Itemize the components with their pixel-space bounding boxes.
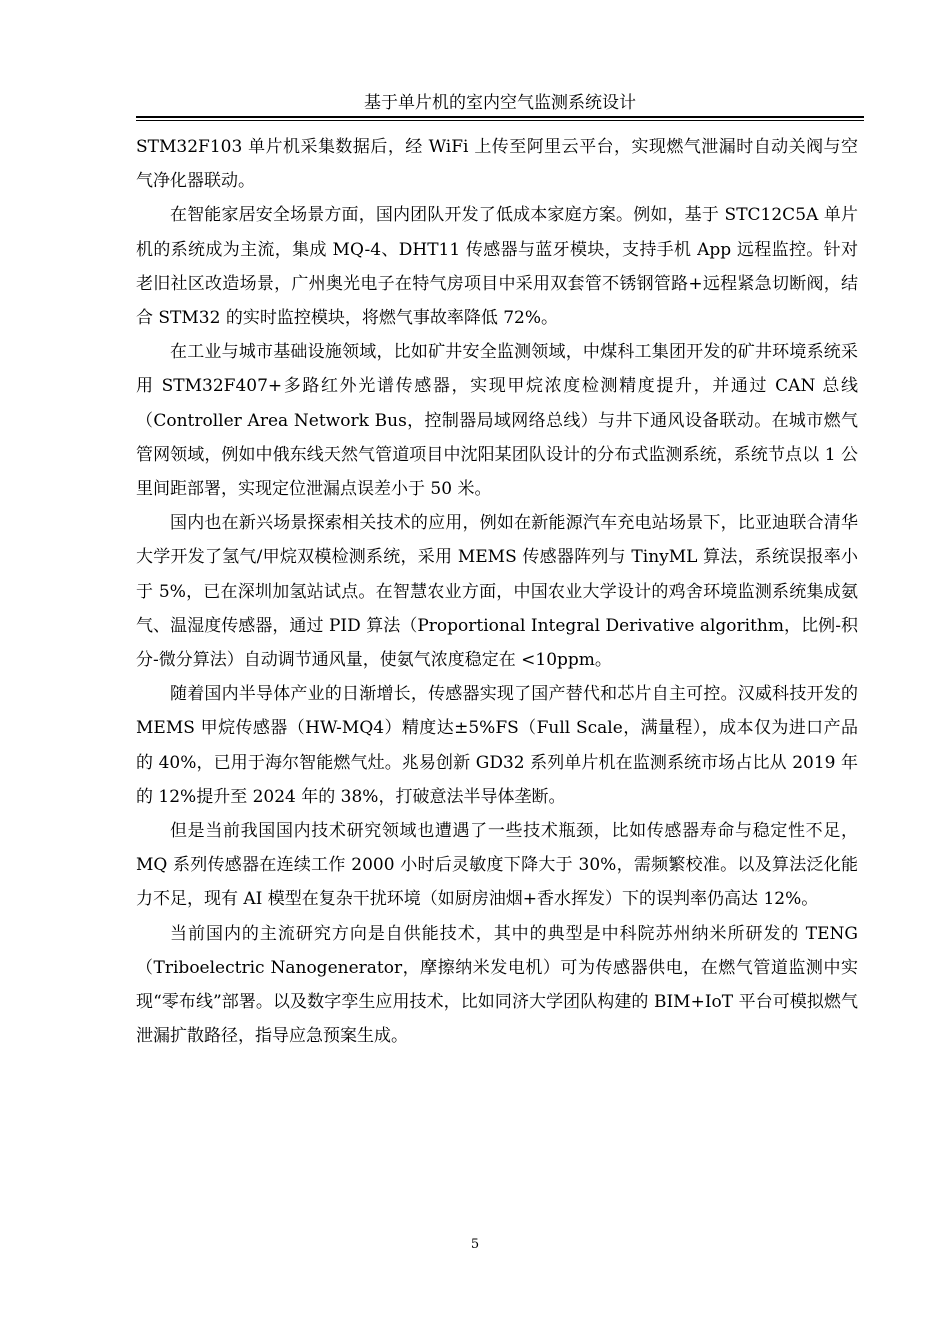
page-number: 5 [470, 1237, 480, 1252]
header-rule-thick [136, 116, 864, 118]
paragraph-bottlenecks: 但是当前我国国内技术研究领域也遭遇了一些技术瓶颈，比如传感器寿命与稳定性不足，MQ 系列传感器在连续工作 2000 小时后灵敏度下降大于 30%，需频繁校准。以及算法泛化能力不足，现有 AI 模型在复杂干扰环境（如厨房油烟+香水挥发）下的误判率仍高达 12%。 [136, 821, 858, 910]
paragraph-continuation: STM32F103 单片机采集数据后，经 WiFi 上传至阿里云平台，实现燃气泄漏时自动关阀与空气净化器联动。 [136, 137, 858, 192]
paragraph-research-directions: 当前国内的主流研究方向是自供能技术，其中的典型是中科院苏州纳米所研发的 TENG（Triboelectric Nanogenerator，摩擦纳米发电机）可为传感器供电，在燃气管道监测中实现“零布线”部署。以及数字孪生应用技术，比如同济大学团队构建的 BIM+IoT 平台可模拟燃气泄漏扩散路径，指导应急预案生成。 [136, 923, 858, 1047]
running-header-title: 基于单片机的室内空气监测系统设计 [364, 93, 636, 113]
paragraph-emerging-scenarios: 国内也在新兴场景探索相关技术的应用，例如在新能源汽车充电站场景下，比亚迪联合清华大学开发了氢气/甲烷双模检测系统，采用 MEMS 传感器阵列与 TinyML 算法，系统误报率小于 5%，已在深圳加氢站试点。在智慧农业方面，中国农业大学设计的鸡舍环境监测系统集成氨气、温湿度传感器，通过 PID 算法（Proportional Integral Derivative algorithm，比例-积分-微分算法）自动调节通风量，使氨气浓度稳定在 <10ppm。 [136, 513, 858, 671]
body-text [136, 130, 858, 1053]
paragraph-semiconductor: 随着国内半导体产业的日渐增长，传感器实现了国产替代和芯片自主可控。汉威科技开发的 MEMS 甲烷传感器（HW-MQ4）精度达±5%FS（Full Scale，满量程），成本仅为进口产品的 40%，已用于海尔智能燃气灶。兆易创新 GD32 系列单片机在监测系统市场占比从 2019 年的 12%提升至 2024 年的 38%，打破意法半导体垄断。 [136, 684, 858, 807]
paragraph-smart-home: 在智能家居安全场景方面，国内团队开发了低成本家庭方案。例如，基于 STC12C5A 单片机的系统成为主流，集成 MQ-4、DHT11 传感器与蓝牙模块，支持手机 App 远程监控。针对老旧社区改造场景，广州奥光电子在特气房项目中采用双套管不锈钢管路+远程紧急切断阀，结合 STM32 的实时监控模块，将燃气事故率降低 72%。 [136, 205, 858, 329]
header-rule-thin [136, 120, 864, 121]
paragraph-industrial: 在工业与城市基础设施领域，比如矿井安全监测领域，中煤科工集团开发的矿井环境系统采用 STM32F407+多路红外光谱传感器，实现甲烷浓度检测精度提升，并通过 CAN 总线（Controller Area Network Bus，控制器局域网络总线）与井下通风设备联动。在城市燃气管网领域，例如中俄东线天然气管道项目中沈阳某团队设计的分布式监测系统，系统节点以 1 公里间距部署，实现定位泄漏点误差小于 50 米。 [136, 342, 858, 500]
